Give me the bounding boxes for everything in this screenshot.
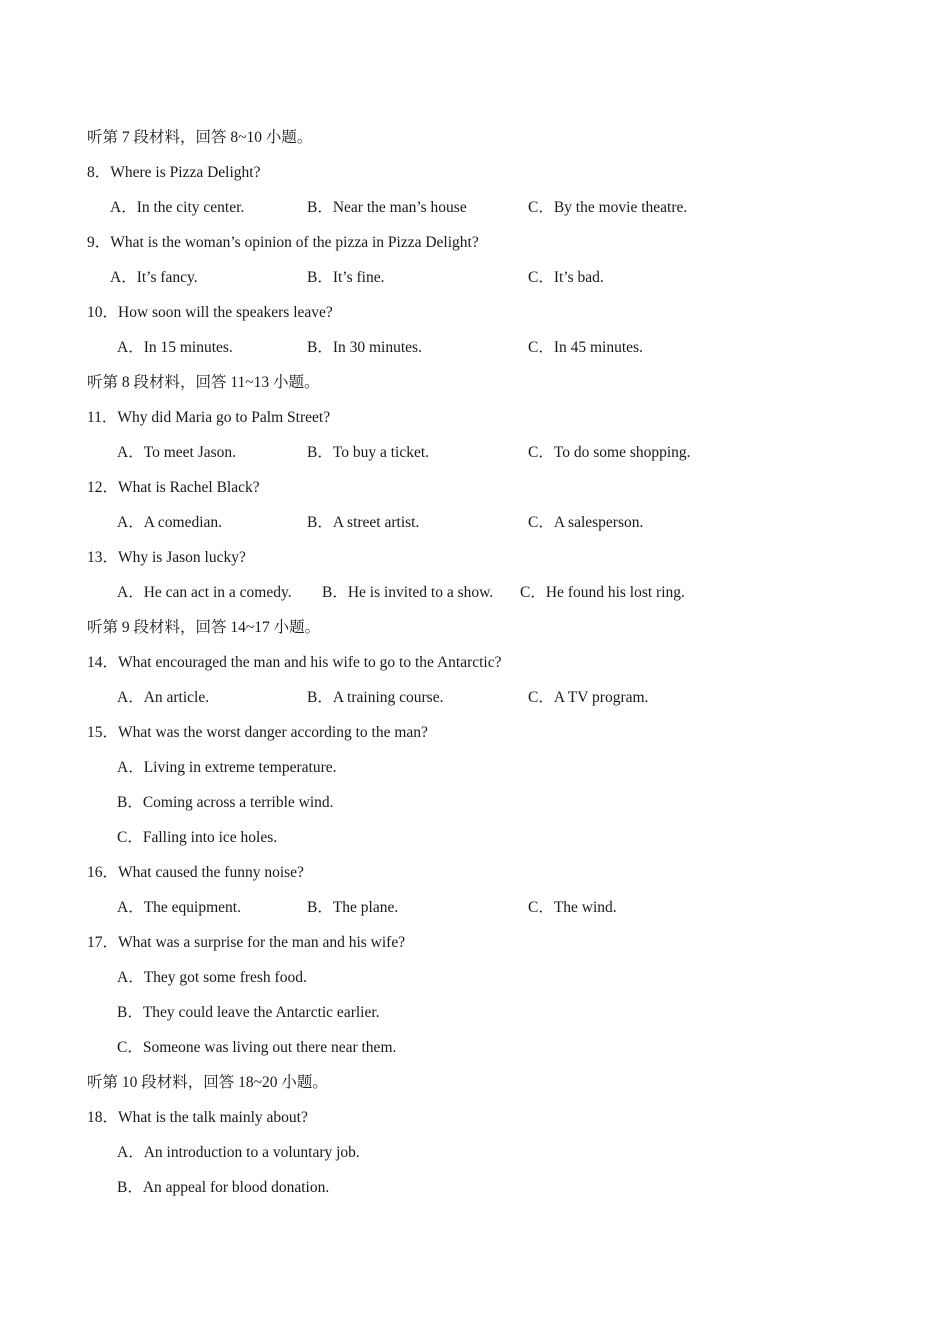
- option-b: B．A training course.: [307, 689, 444, 706]
- option-c: C．A salesperson.: [528, 514, 644, 531]
- option-c: C．In 45 minutes.: [528, 339, 643, 356]
- question-stem: 9．What is the woman’s opinion of the pizza in Pizza Delight?: [87, 234, 479, 251]
- option-b: B．Near the man’s house: [307, 199, 467, 216]
- question-stem: 16．What caused the funny noise?: [87, 864, 304, 881]
- option-b: B．They could leave the Antarctic earlier.: [117, 1004, 380, 1021]
- option-c: C．Someone was living out there near them.: [117, 1039, 397, 1056]
- section-header: 听第 9 段材料，回答 14~17 小题。: [87, 619, 321, 636]
- section-header: 听第 10 段材料，回答 18~20 小题。: [87, 1074, 328, 1091]
- option-a: A．An article.: [117, 689, 210, 706]
- question-stem: 14．What encouraged the man and his wife to go to the Antarctic?: [87, 654, 502, 671]
- option-a: A．Living in extreme temperature.: [117, 759, 337, 776]
- option-b: B．He is invited to a show.: [322, 584, 494, 601]
- option-b: B．An appeal for blood donation.: [117, 1179, 330, 1196]
- section-header: 听第 8 段材料，回答 11~13 小题。: [87, 374, 320, 391]
- option-a: A．It’s fancy.: [110, 269, 198, 286]
- option-b: B．Coming across a terrible wind.: [117, 794, 334, 811]
- option-a: A．An introduction to a voluntary job.: [117, 1144, 360, 1161]
- option-a: A．The equipment.: [117, 899, 241, 916]
- option-a: A．They got some fresh food.: [117, 969, 307, 986]
- option-c: C．A TV program.: [528, 689, 649, 706]
- option-b: B．A street artist.: [307, 514, 420, 531]
- option-c: C．It’s bad.: [528, 269, 604, 286]
- question-stem: 11．Why did Maria go to Palm Street?: [87, 409, 331, 426]
- option-c: C．He found his lost ring.: [520, 584, 685, 601]
- question-stem: 18．What is the talk mainly about?: [87, 1109, 308, 1126]
- question-stem: 17．What was a surprise for the man and his wife?: [87, 934, 406, 951]
- option-b: B．It’s fine.: [307, 269, 385, 286]
- option-c: C．Falling into ice holes.: [117, 829, 278, 846]
- option-b: B．The plane.: [307, 899, 399, 916]
- question-stem: 13．Why is Jason lucky?: [87, 549, 246, 566]
- option-b: B．To buy a ticket.: [307, 444, 430, 461]
- question-stem: 12．What is Rachel Black?: [87, 479, 260, 496]
- option-a: A．In 15 minutes.: [117, 339, 233, 356]
- option-c: C．To do some shopping.: [528, 444, 691, 461]
- option-a: A．He can act in a comedy.: [117, 584, 292, 601]
- question-stem: 8．Where is Pizza Delight?: [87, 164, 261, 181]
- option-c: C．By the movie theatre.: [528, 199, 688, 216]
- option-a: A．To meet Jason.: [117, 444, 237, 461]
- section-header: 听第 7 段材料，回答 8~10 小题。: [87, 129, 313, 146]
- question-stem: 15．What was the worst danger according to the man?: [87, 724, 428, 741]
- question-stem: 10．How soon will the speakers leave?: [87, 304, 333, 321]
- option-b: B．In 30 minutes.: [307, 339, 422, 356]
- option-a: A．In the city center.: [110, 199, 245, 216]
- option-c: C．The wind.: [528, 899, 617, 916]
- option-a: A．A comedian.: [117, 514, 223, 531]
